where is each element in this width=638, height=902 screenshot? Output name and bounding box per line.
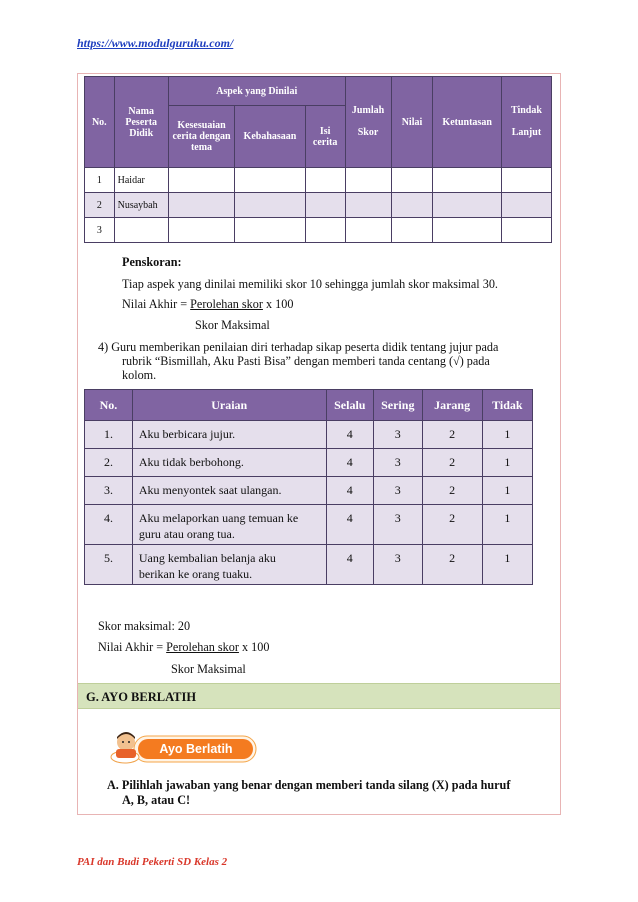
cell-sering[interactable]: 3 — [374, 449, 423, 477]
cell-nama: Haidar — [114, 168, 168, 193]
cell-selalu[interactable]: 4 — [326, 505, 373, 545]
skor-maksimal: Skor maksimal: 20 — [98, 619, 191, 633]
cell-no: 1. — [85, 421, 133, 449]
cell-no: 2 — [85, 193, 115, 218]
th-no: No. — [85, 77, 115, 168]
formula-denominator: Skor Maksimal — [171, 662, 246, 676]
cell-tidak[interactable]: 1 — [482, 477, 532, 505]
cell-no: 3. — [85, 477, 133, 505]
footer-text: PAI dan Budi Pekerti SD Kelas 2 — [77, 856, 228, 868]
table-row — [85, 477, 533, 505]
cell-tidak[interactable]: 1 — [482, 545, 532, 585]
table-row — [85, 545, 533, 585]
cell-tidak[interactable]: 1 — [482, 421, 532, 449]
th-nama: Nama Peserta Didik — [114, 77, 168, 168]
cell-sering[interactable]: 3 — [374, 477, 423, 505]
instruction-line1: A. Pilihlah jawaban yang benar dengan memberi tanda silang (X) pada huruf — [107, 778, 511, 792]
th-jarang: Jarang — [422, 390, 482, 421]
cell-tidak[interactable]: 1 — [482, 505, 532, 545]
cell-no: 1 — [85, 168, 115, 193]
th-kebahasaan: Kebahasaan — [235, 106, 306, 168]
table-row — [85, 421, 533, 449]
ayo-berlatih-badge — [108, 727, 258, 767]
cell-uraian: Aku menyontek saat ulangan. — [132, 477, 326, 505]
th-sering: Sering — [374, 390, 423, 421]
cell-uraian: Uang kembalian belanja aku berikan ke orang tuaku. — [132, 545, 326, 585]
cell-no: 5. — [85, 545, 133, 585]
cell-selalu[interactable]: 4 — [326, 477, 373, 505]
formula-suffix: x 100 — [238, 640, 270, 654]
table-row — [85, 168, 552, 193]
table-row — [85, 505, 533, 545]
cell-uraian: Aku melaporkan uang temuan ke guru atau orang tua. — [132, 505, 326, 545]
th-uraian: Uraian — [132, 390, 326, 421]
formula-suffix: x 100 — [262, 297, 294, 311]
cell-selalu[interactable]: 4 — [326, 545, 373, 585]
cell-jarang[interactable]: 2 — [422, 505, 482, 545]
cell-tidak[interactable]: 1 — [482, 449, 532, 477]
item4-line1: 4) Guru memberikan penilaian diri terhadap sikap peserta didik tentang jujur pada — [98, 340, 499, 354]
cell-jarang[interactable]: 2 — [422, 545, 482, 585]
assessment-table — [84, 76, 552, 243]
th-jumlah-skor: Jumlah Skor — [345, 77, 391, 168]
cell-sering[interactable]: 3 — [374, 421, 423, 449]
cell-selalu[interactable]: 4 — [326, 449, 373, 477]
th-aspek: Aspek yang Dinilai — [168, 77, 345, 106]
formula-prefix: Nilai Akhir = — [98, 640, 167, 654]
cell-nama — [114, 218, 168, 243]
th-isi-cerita: Isi cerita — [305, 106, 345, 168]
th-ketuntasan: Ketuntasan — [433, 77, 501, 168]
penskoran-title: Penskoran: — [122, 255, 182, 269]
table-row — [85, 449, 533, 477]
cell-sering[interactable]: 3 — [374, 505, 423, 545]
ayo-berlatih-label: Ayo Berlatih — [159, 742, 233, 756]
th-nilai: Nilai — [391, 77, 433, 168]
th-tindak-lanjut: Tindak Lanjut — [501, 77, 551, 168]
cell-no: 2. — [85, 449, 133, 477]
penskoran-formula — [122, 297, 293, 311]
cell-no: 4. — [85, 505, 133, 545]
cell-no: 3 — [85, 218, 115, 243]
formula-prefix: Nilai Akhir = — [122, 297, 191, 311]
cell-jarang[interactable]: 2 — [422, 449, 482, 477]
cell-jarang[interactable]: 2 — [422, 421, 482, 449]
cell-uraian: Aku tidak berbohong. — [132, 449, 326, 477]
cell-uraian: Aku berbicara jujur. — [132, 421, 326, 449]
self-assessment-table — [84, 389, 533, 585]
th-kesesuaian: Kesesuaian cerita dengan tema — [168, 106, 234, 168]
header-url-link[interactable]: https://www.modulguruku.com/ — [77, 36, 234, 50]
formula-numerator: Perolehan skor — [190, 297, 263, 311]
penskoran-line1: Tiap aspek yang dinilai memiliki skor 10 sehingga jumlah skor maksimal 30. — [122, 277, 498, 291]
nilai-akhir-formula — [98, 640, 269, 654]
th-no: No. — [85, 390, 133, 421]
cell-sering[interactable]: 3 — [374, 545, 423, 585]
table-row — [85, 193, 552, 218]
table-row — [85, 218, 552, 243]
item4-line3: kolom. — [122, 368, 157, 382]
formula-numerator: Perolehan skor — [166, 640, 239, 654]
instruction-line2: A, B, atau C! — [122, 793, 191, 807]
cell-jarang[interactable]: 2 — [422, 477, 482, 505]
penskoran-denominator: Skor Maksimal — [195, 318, 270, 332]
th-tidak: Tidak — [482, 390, 532, 421]
section-heading: G. AYO BERLATIH — [78, 683, 560, 709]
item4-line2: rubrik “Bismillah, Aku Pasti Bisa” dengan memberi tanda centang (√) pada — [122, 354, 490, 368]
th-selalu: Selalu — [326, 390, 373, 421]
cell-selalu[interactable]: 4 — [326, 421, 373, 449]
cell-nama: Nusaybah — [114, 193, 168, 218]
